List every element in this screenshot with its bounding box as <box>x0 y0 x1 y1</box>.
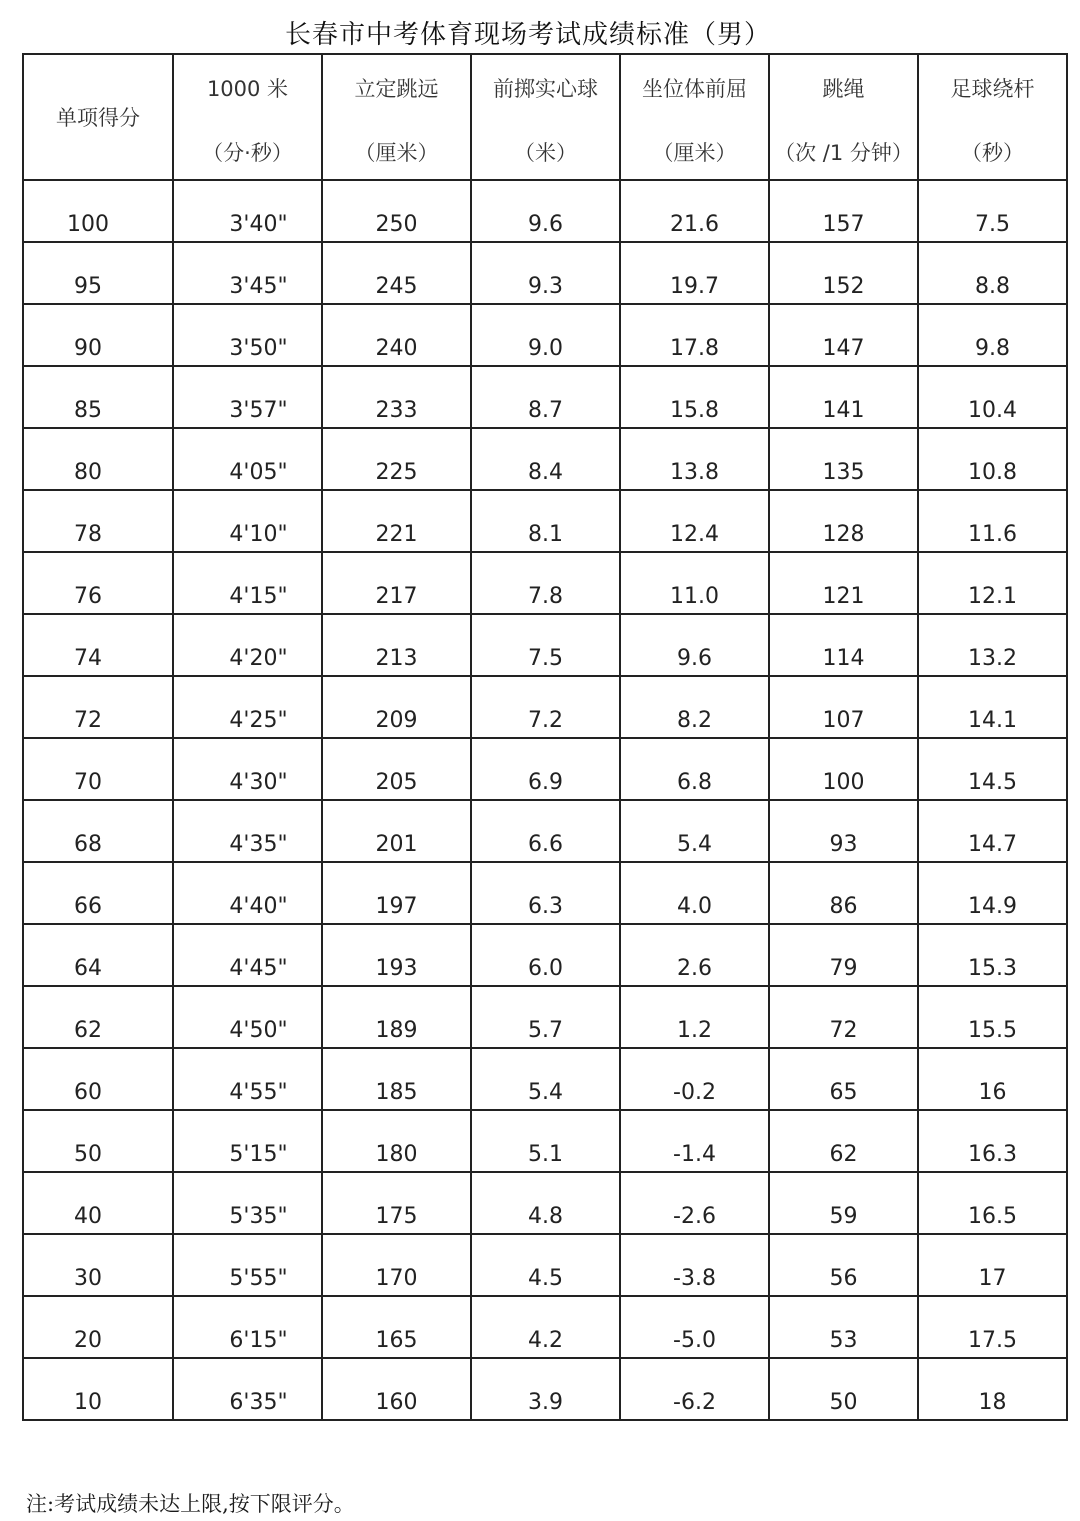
table-cell: 4.2 <box>471 1296 620 1358</box>
table-cell: 10 <box>23 1358 173 1420</box>
table-cell: 16 <box>918 1048 1067 1110</box>
table-cell: 40 <box>23 1172 173 1234</box>
table-row <box>23 986 1067 1048</box>
table-cell: 100 <box>769 738 918 800</box>
column-header-unit: （次 /1 分钟） <box>774 141 913 165</box>
table-cell: 5.4 <box>471 1048 620 1110</box>
column-header-label: 前掷实心球 <box>493 77 598 101</box>
table-cell: 128 <box>769 490 918 552</box>
column-header-standing-long-jump <box>322 54 471 180</box>
table-cell: 213 <box>322 614 471 676</box>
table-cell: 4.0 <box>620 862 769 924</box>
table-cell: 7.8 <box>471 552 620 614</box>
table-cell: 10.4 <box>918 366 1067 428</box>
table-cell: 79 <box>769 924 918 986</box>
table-row <box>23 1296 1067 1358</box>
table-cell: 13.8 <box>620 428 769 490</box>
table-cell: 121 <box>769 552 918 614</box>
table-cell: 11.6 <box>918 490 1067 552</box>
table-row <box>23 552 1067 614</box>
table-cell: 8.8 <box>918 242 1067 304</box>
table-cell: 4'35" <box>173 800 322 862</box>
table-cell: 4'50" <box>173 986 322 1048</box>
table-cell: 221 <box>322 490 471 552</box>
table-cell: 233 <box>322 366 471 428</box>
table-cell: 30 <box>23 1234 173 1296</box>
table-cell: 8.1 <box>471 490 620 552</box>
table-cell: 53 <box>769 1296 918 1358</box>
table-cell: 3.9 <box>471 1358 620 1420</box>
table-cell: 209 <box>322 676 471 738</box>
table-cell: 4'45" <box>173 924 322 986</box>
table-cell: 17.8 <box>620 304 769 366</box>
table-row <box>23 614 1067 676</box>
table-cell: 217 <box>322 552 471 614</box>
table-cell: 189 <box>322 986 471 1048</box>
table-cell: 5'35" <box>173 1172 322 1234</box>
table-cell: 15.5 <box>918 986 1067 1048</box>
table-cell: 17 <box>918 1234 1067 1296</box>
table-cell: 85 <box>23 366 173 428</box>
table-cell: 65 <box>769 1048 918 1110</box>
table-cell: 6.6 <box>471 800 620 862</box>
table-cell: 201 <box>322 800 471 862</box>
table-cell: 20 <box>23 1296 173 1358</box>
table-cell: 78 <box>23 490 173 552</box>
table-cell: 4'20" <box>173 614 322 676</box>
score-standard-table <box>22 53 1068 1421</box>
table-cell: 15.3 <box>918 924 1067 986</box>
table-cell: 5.7 <box>471 986 620 1048</box>
table-cell: 9.0 <box>471 304 620 366</box>
table-cell: 4'15" <box>173 552 322 614</box>
table-cell: 11.0 <box>620 552 769 614</box>
table-cell: 6.9 <box>471 738 620 800</box>
table-cell: 64 <box>23 924 173 986</box>
table-row <box>23 366 1067 428</box>
table-cell: 50 <box>769 1358 918 1420</box>
table-row <box>23 800 1067 862</box>
table-cell: 205 <box>322 738 471 800</box>
table-cell: 6'15" <box>173 1296 322 1358</box>
table-cell: 10.8 <box>918 428 1067 490</box>
page-title: 长春市中考体育现场考试成绩标准（男） <box>284 20 771 50</box>
table-cell: 8.2 <box>620 676 769 738</box>
column-header-unit: （分·秒） <box>202 141 293 165</box>
table-cell: 160 <box>322 1358 471 1420</box>
table-cell: 4'25" <box>173 676 322 738</box>
table-cell: 141 <box>769 366 918 428</box>
table-cell: 95 <box>23 242 173 304</box>
table-cell: -1.4 <box>620 1110 769 1172</box>
table-cell: 3'45" <box>173 242 322 304</box>
table-cell: 7.2 <box>471 676 620 738</box>
table-row <box>23 180 1067 242</box>
table-cell: 4'10" <box>173 490 322 552</box>
table-cell: 9.6 <box>620 614 769 676</box>
table-cell: 4.5 <box>471 1234 620 1296</box>
column-header-label: 坐位体前屈 <box>642 77 747 101</box>
table-cell: 5'15" <box>173 1110 322 1172</box>
table-cell: 250 <box>322 180 471 242</box>
table-cell: 12.1 <box>918 552 1067 614</box>
table-cell: 13.2 <box>918 614 1067 676</box>
table-cell: 4'05" <box>173 428 322 490</box>
table-cell: 3'50" <box>173 304 322 366</box>
table-cell: 62 <box>769 1110 918 1172</box>
table-cell: -3.8 <box>620 1234 769 1296</box>
column-header-label: 足球绕杆 <box>950 77 1035 101</box>
table-cell: 245 <box>322 242 471 304</box>
table-cell: 185 <box>322 1048 471 1110</box>
table-cell: 6.0 <box>471 924 620 986</box>
column-header-label: 1000 米 <box>206 77 289 101</box>
table-cell: 12.4 <box>620 490 769 552</box>
table-cell: 7.5 <box>918 180 1067 242</box>
column-header-jump-rope <box>769 54 918 180</box>
table-cell: 5.4 <box>620 800 769 862</box>
table-row <box>23 242 1067 304</box>
table-cell: 240 <box>322 304 471 366</box>
table-cell: -6.2 <box>620 1358 769 1420</box>
table-cell: -0.2 <box>620 1048 769 1110</box>
table-cell: -5.0 <box>620 1296 769 1358</box>
table-row <box>23 490 1067 552</box>
table-row <box>23 428 1067 490</box>
table-cell: 16.5 <box>918 1172 1067 1234</box>
table-cell: 21.6 <box>620 180 769 242</box>
table-cell: 8.7 <box>471 366 620 428</box>
table-cell: 4.8 <box>471 1172 620 1234</box>
table-cell: 66 <box>23 862 173 924</box>
table-cell: 152 <box>769 242 918 304</box>
column-header-medicine-ball <box>471 54 620 180</box>
table-cell: 8.4 <box>471 428 620 490</box>
table-cell: 114 <box>769 614 918 676</box>
table-cell: 2.6 <box>620 924 769 986</box>
table-cell: 4'30" <box>173 738 322 800</box>
table-cell: 60 <box>23 1048 173 1110</box>
table-body <box>23 180 1067 1420</box>
column-header-football-dribble <box>918 54 1067 180</box>
table-cell: 5'55" <box>173 1234 322 1296</box>
column-header-unit: （米） <box>514 141 577 165</box>
table-cell: 4'40" <box>173 862 322 924</box>
table-row <box>23 738 1067 800</box>
table-cell: 70 <box>23 738 173 800</box>
table-cell: 9.8 <box>918 304 1067 366</box>
table-row <box>23 1110 1067 1172</box>
footnote: 注:考试成绩未达上限,按下限评分。 <box>26 1492 355 1516</box>
table-row <box>23 1234 1067 1296</box>
table-cell: 175 <box>322 1172 471 1234</box>
table-cell: 62 <box>23 986 173 1048</box>
table-cell: 165 <box>322 1296 471 1358</box>
table-cell: 17.5 <box>918 1296 1067 1358</box>
table-row <box>23 862 1067 924</box>
column-header-score <box>23 54 173 180</box>
column-header-sit-and-reach <box>620 54 769 180</box>
table-cell: 157 <box>769 180 918 242</box>
table-cell: 180 <box>322 1110 471 1172</box>
table-cell: 197 <box>322 862 471 924</box>
column-header-label: 跳绳 <box>822 77 865 101</box>
column-header-label: 立定跳远 <box>354 77 439 101</box>
table-row <box>23 1358 1067 1420</box>
table-cell: 3'57" <box>173 366 322 428</box>
table-cell: 72 <box>769 986 918 1048</box>
table-cell: 80 <box>23 428 173 490</box>
table-cell: 90 <box>23 304 173 366</box>
table-cell: 14.9 <box>918 862 1067 924</box>
table-cell: 7.5 <box>471 614 620 676</box>
table-row <box>23 304 1067 366</box>
table-cell: 6.8 <box>620 738 769 800</box>
table-cell: 16.3 <box>918 1110 1067 1172</box>
column-header-label: 单项得分 <box>56 106 140 130</box>
table-cell: 18 <box>918 1358 1067 1420</box>
column-header-1000m <box>173 54 322 180</box>
table-row <box>23 924 1067 986</box>
table-cell: 6.3 <box>471 862 620 924</box>
table-cell: 74 <box>23 614 173 676</box>
column-header-unit: （厘米） <box>652 141 737 165</box>
table-cell: 68 <box>23 800 173 862</box>
table-cell: 59 <box>769 1172 918 1234</box>
table-cell: -2.6 <box>620 1172 769 1234</box>
column-header-unit: （秒） <box>961 141 1024 165</box>
table-cell: 15.8 <box>620 366 769 428</box>
table-cell: 50 <box>23 1110 173 1172</box>
table-cell: 14.7 <box>918 800 1067 862</box>
table-cell: 147 <box>769 304 918 366</box>
table-cell: 193 <box>322 924 471 986</box>
table-cell: 107 <box>769 676 918 738</box>
table-row <box>23 676 1067 738</box>
table-row <box>23 1172 1067 1234</box>
column-header-unit: （厘米） <box>354 141 439 165</box>
table-cell: 6'35" <box>173 1358 322 1420</box>
table-cell: 9.6 <box>471 180 620 242</box>
table-cell: 14.5 <box>918 738 1067 800</box>
table-cell: 93 <box>769 800 918 862</box>
table-cell: 86 <box>769 862 918 924</box>
table-cell: 5.1 <box>471 1110 620 1172</box>
table-cell: 76 <box>23 552 173 614</box>
table-cell: 14.1 <box>918 676 1067 738</box>
table-cell: 4'55" <box>173 1048 322 1110</box>
table-cell: 56 <box>769 1234 918 1296</box>
table-cell: 135 <box>769 428 918 490</box>
table-cell: 225 <box>322 428 471 490</box>
table-cell: 19.7 <box>620 242 769 304</box>
table-cell: 170 <box>322 1234 471 1296</box>
table-cell: 100 <box>23 180 173 242</box>
table-cell: 1.2 <box>620 986 769 1048</box>
table-cell: 3'40" <box>173 180 322 242</box>
table-cell: 9.3 <box>471 242 620 304</box>
table-header-row <box>23 54 1067 180</box>
table-cell: 72 <box>23 676 173 738</box>
table-row <box>23 1048 1067 1110</box>
